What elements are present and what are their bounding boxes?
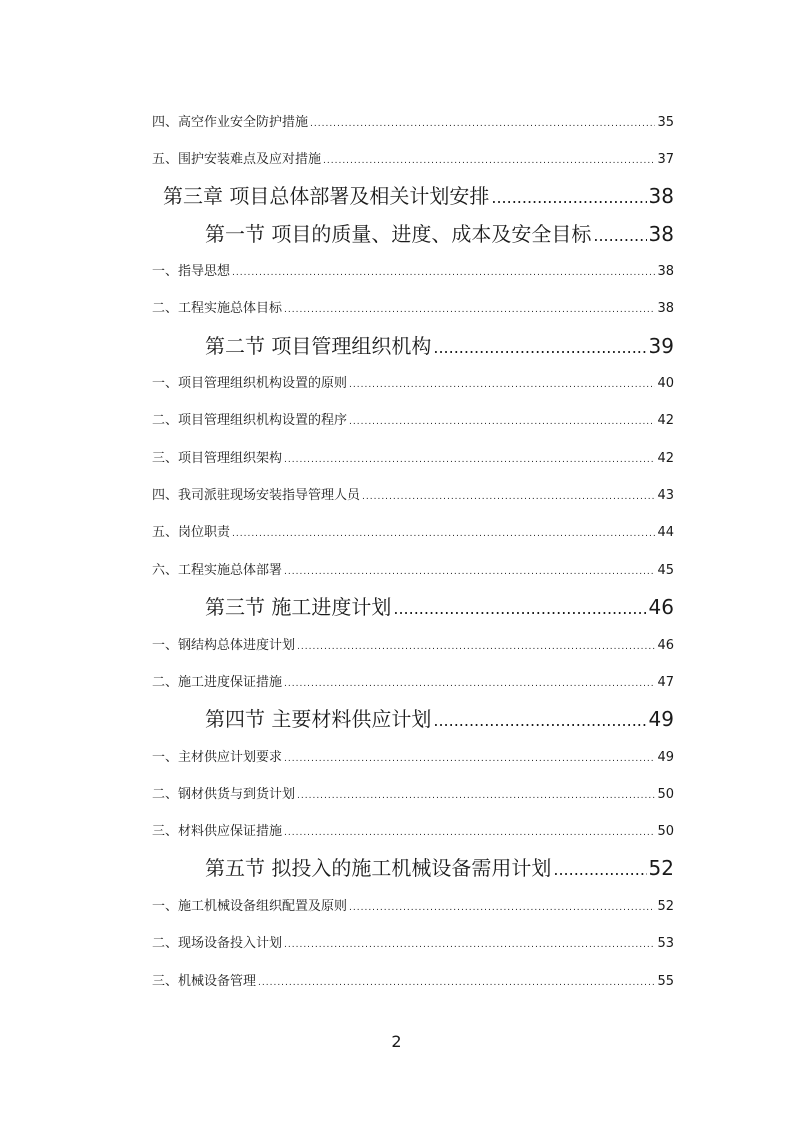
toc-item[interactable] <box>152 634 674 656</box>
toc-item[interactable] <box>152 559 674 581</box>
toc-entry-page: 39 <box>648 334 674 358</box>
toc-entry-page: 40 <box>657 376 674 391</box>
dot-leader <box>349 380 655 390</box>
dot-leader <box>362 492 655 502</box>
toc-item[interactable] <box>152 297 674 319</box>
toc-item[interactable] <box>152 148 674 170</box>
toc-entry-label: 一、项目管理组织机构设置的原则 <box>152 376 348 391</box>
dot-leader <box>284 754 655 764</box>
toc-chapter[interactable] <box>163 180 674 210</box>
dot-leader <box>284 828 655 838</box>
toc-item[interactable] <box>152 970 674 992</box>
toc-entry-label: 一、主材供应计划要求 <box>152 750 283 765</box>
toc-item[interactable] <box>152 895 674 917</box>
dot-leader <box>553 860 646 879</box>
toc-entry-label: 五、围护安装难点及应对措施 <box>152 152 322 167</box>
toc-entry-page: 43 <box>657 488 674 503</box>
dot-leader <box>284 305 655 315</box>
dot-leader <box>433 711 646 730</box>
toc-entry-page: 44 <box>657 525 674 540</box>
toc-entry-label: 第一节 项目的质量、进度、成本及安全目标 <box>205 222 592 246</box>
toc-entry-page: 38 <box>657 301 674 316</box>
toc-entry-page: 45 <box>657 563 674 578</box>
dot-leader <box>349 417 655 427</box>
toc-entry-label: 一、钢结构总体进度计划 <box>152 638 296 653</box>
toc-item[interactable] <box>152 521 674 543</box>
toc-entry-label: 第三章 项目总体部署及相关计划安排 <box>163 184 490 208</box>
dot-leader <box>593 226 646 245</box>
toc-entry-label: 五、岗位职责 <box>152 525 231 540</box>
toc-section[interactable] <box>205 218 674 248</box>
toc-entry-page: 55 <box>657 974 674 989</box>
toc-item[interactable] <box>152 111 674 133</box>
toc-section[interactable] <box>205 703 674 733</box>
toc-entry-page: 46 <box>648 595 674 619</box>
dot-leader <box>232 529 655 539</box>
toc-entry-page: 42 <box>657 451 674 466</box>
toc-item[interactable] <box>152 260 674 282</box>
toc-entry-label: 二、项目管理组织机构设置的程序 <box>152 413 348 428</box>
dot-leader <box>491 188 646 207</box>
toc-entry-label: 一、施工机械设备组织配置及原则 <box>152 899 348 914</box>
toc-entry-label: 四、高空作业安全防护措施 <box>152 115 309 130</box>
toc-item[interactable] <box>152 932 674 954</box>
dot-leader <box>323 156 655 166</box>
toc-entry-page: 38 <box>648 222 674 246</box>
toc-entry-page: 52 <box>657 899 674 914</box>
toc-entry-page: 52 <box>648 856 674 880</box>
toc-entry-label: 六、工程实施总体部署 <box>152 563 283 578</box>
toc-item[interactable] <box>152 484 674 506</box>
toc-entry-label: 第三节 施工进度计划 <box>205 595 392 619</box>
toc-entry-page: 38 <box>648 184 674 208</box>
dot-leader <box>310 119 655 129</box>
toc-item[interactable] <box>152 820 674 842</box>
toc-entry-page: 38 <box>657 264 674 279</box>
toc-entry-label: 三、项目管理组织架构 <box>152 451 283 466</box>
toc-entry-page: 42 <box>657 413 674 428</box>
toc-entry-label: 二、钢材供货与到货计划 <box>152 787 296 802</box>
toc-entry-label: 二、工程实施总体目标 <box>152 301 283 316</box>
dot-leader <box>284 940 655 950</box>
toc-entry-label: 第五节 拟投入的施工机械设备需用计划 <box>205 856 552 880</box>
dot-leader <box>284 567 655 577</box>
dot-leader <box>393 599 646 618</box>
dot-leader <box>232 268 655 278</box>
toc-entry-label: 第四节 主要材料供应计划 <box>205 707 432 731</box>
toc-item[interactable] <box>152 372 674 394</box>
toc-entry-label: 二、施工进度保证措施 <box>152 675 283 690</box>
toc-entry-page: 46 <box>657 638 674 653</box>
toc-entry-page: 49 <box>657 750 674 765</box>
dot-leader <box>258 978 655 988</box>
dot-leader <box>349 903 655 913</box>
toc-entry-page: 35 <box>657 115 674 130</box>
toc-entry-page: 50 <box>657 787 674 802</box>
toc-item[interactable] <box>152 447 674 469</box>
toc-entry-page: 50 <box>657 824 674 839</box>
toc-entry-label: 二、现场设备投入计划 <box>152 936 283 951</box>
toc-section[interactable] <box>205 330 674 360</box>
toc-entry-page: 53 <box>657 936 674 951</box>
toc-entry-page: 49 <box>648 707 674 731</box>
dot-leader <box>297 791 655 801</box>
toc-section[interactable] <box>205 852 674 882</box>
toc-entry-label: 一、指导思想 <box>152 264 231 279</box>
toc-entry-page: 37 <box>657 152 674 167</box>
toc-entry-label: 三、材料供应保证措施 <box>152 824 283 839</box>
dot-leader <box>433 338 646 357</box>
dot-leader <box>284 455 655 465</box>
toc-item[interactable] <box>152 783 674 805</box>
dot-leader <box>284 679 655 689</box>
toc-entry-page: 47 <box>657 675 674 690</box>
toc-entry-label: 第二节 项目管理组织机构 <box>205 334 432 358</box>
toc-entry-label: 四、我司派驻现场安装指导管理人员 <box>152 488 361 503</box>
toc-item[interactable] <box>152 409 674 431</box>
toc-item[interactable] <box>152 671 674 693</box>
toc-section[interactable] <box>205 591 674 621</box>
dot-leader <box>297 642 655 652</box>
toc-item[interactable] <box>152 746 674 768</box>
toc-entry-label: 三、机械设备管理 <box>152 974 257 989</box>
page-number: 2 <box>391 1032 402 1051</box>
